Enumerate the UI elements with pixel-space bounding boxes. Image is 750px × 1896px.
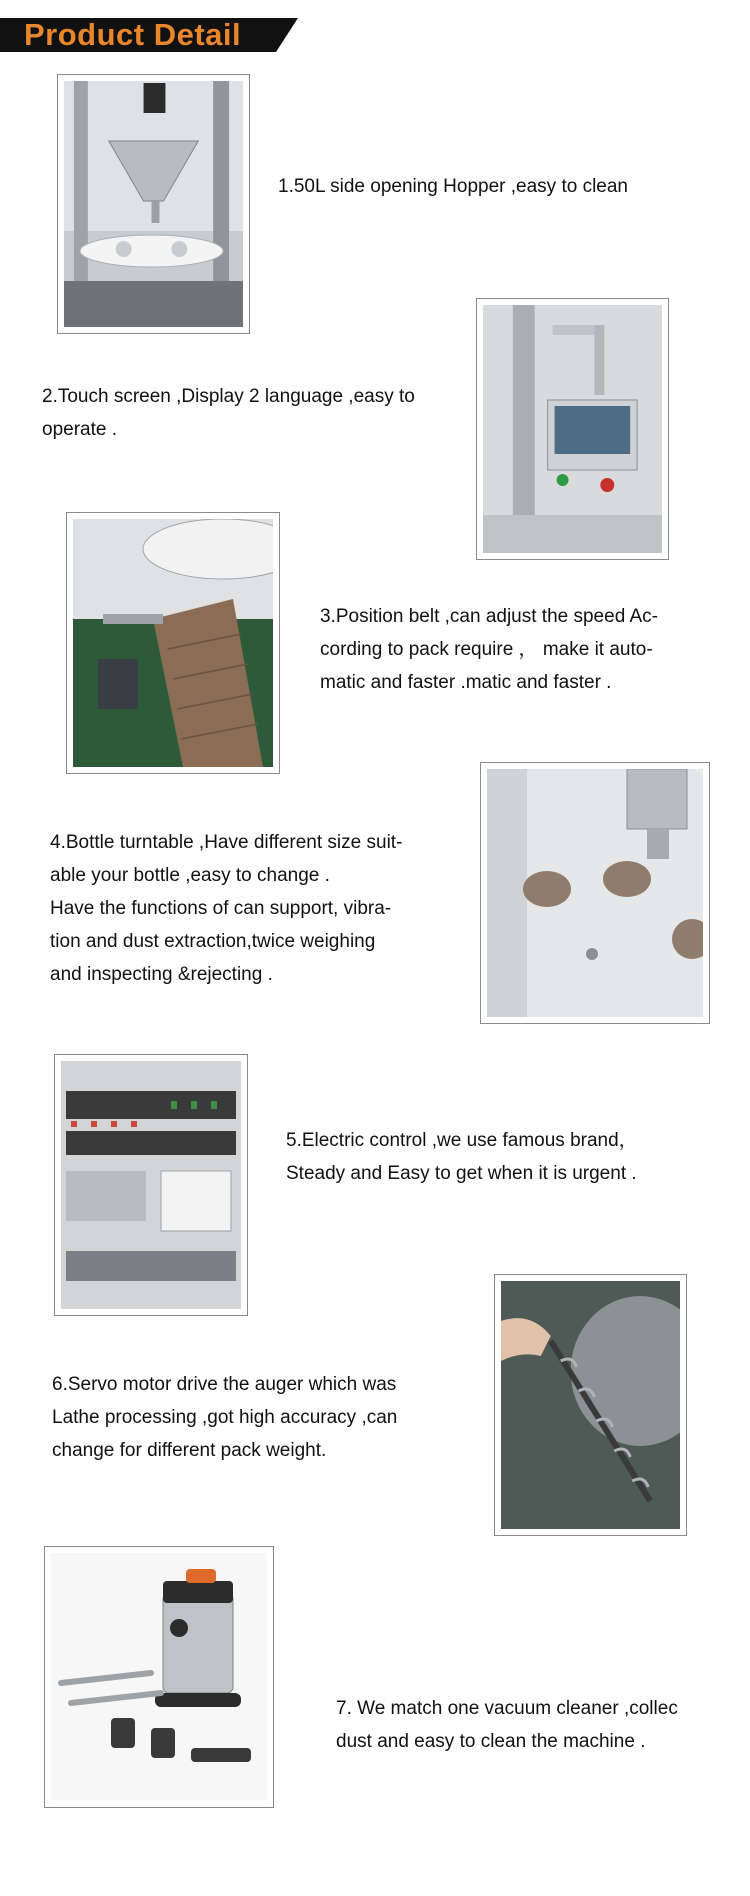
- caption-line: Steady and Easy to get when it is urgent .: [286, 1163, 637, 1184]
- vacuum-cleaner-photo: [44, 1546, 274, 1808]
- caption-line: and inspecting &rejecting .: [50, 964, 273, 985]
- caption-line: 5.Electric control ,we use famous brand，: [286, 1130, 638, 1151]
- caption-line: dust and easy to clean the machine .: [336, 1731, 646, 1752]
- caption-line: change for different pack weight.: [52, 1440, 327, 1461]
- caption-line: 2.Touch screen ,Display 2 language ,easy to: [42, 386, 415, 407]
- caption-4: [50, 826, 402, 991]
- page-title: Product Detail: [24, 17, 242, 52]
- caption-line: Lathe processing ,got high accuracy ,can: [52, 1407, 398, 1428]
- bottle-turntable-photo: [480, 762, 710, 1024]
- caption-1: [278, 170, 628, 203]
- caption-6: [52, 1368, 397, 1467]
- electric-control-photo: [54, 1054, 248, 1316]
- position-belt-photo: [66, 512, 280, 774]
- caption-3: [320, 600, 658, 699]
- caption-2: [42, 380, 415, 446]
- caption-line: 1.50L side opening Hopper ,easy to clean: [278, 176, 628, 197]
- caption-line: 4.Bottle turntable ,Have different size suit-: [50, 832, 403, 853]
- caption-5: [286, 1124, 638, 1190]
- caption-line: tion and dust extraction,twice weighing: [50, 931, 376, 952]
- hopper-photo: [57, 74, 250, 334]
- caption-line: able your bottle ,easy to change .: [50, 865, 330, 886]
- caption-line: cording to pack require ， make it auto-: [320, 639, 653, 660]
- caption-line: matic and faster .matic and faster .: [320, 672, 612, 693]
- caption-line: operate .: [42, 419, 117, 440]
- caption-line: 7. We match one vacuum cleaner ,collec: [336, 1698, 678, 1719]
- servo-auger-photo: [494, 1274, 687, 1536]
- caption-line: 3.Position belt ,can adjust the speed Ac-: [320, 606, 658, 627]
- caption-line: 6.Servo motor drive the auger which was: [52, 1374, 397, 1395]
- caption-7: [336, 1692, 678, 1758]
- section-banner: [0, 18, 298, 52]
- caption-line: Have the functions of can support, vibra-: [50, 898, 392, 919]
- touch-screen-photo: [476, 298, 669, 560]
